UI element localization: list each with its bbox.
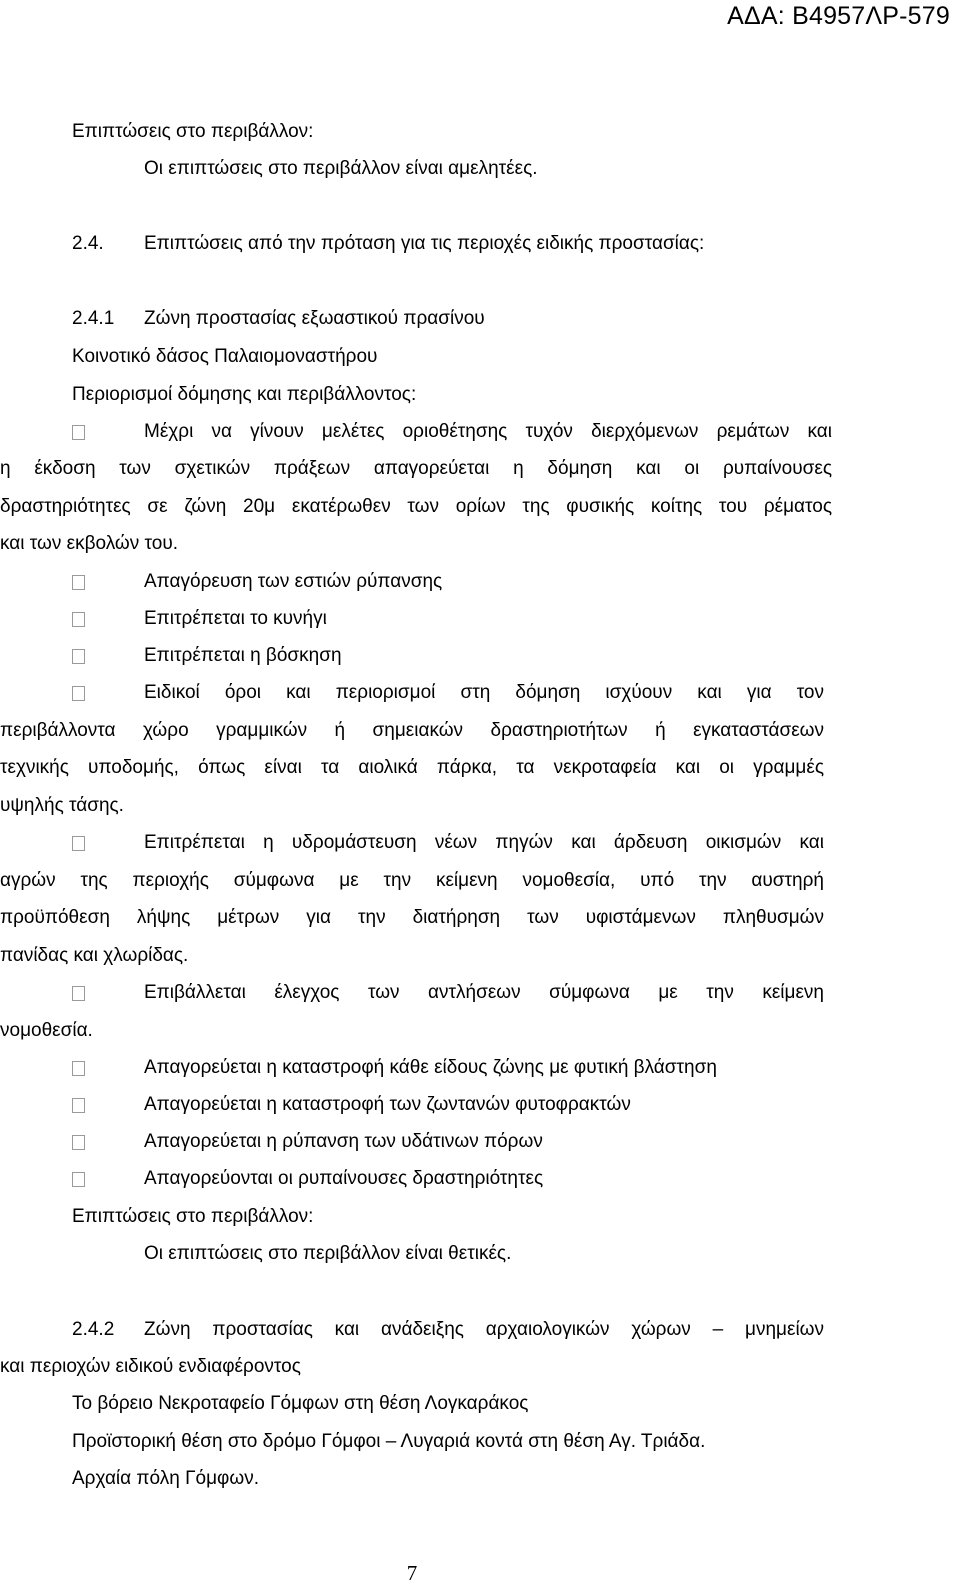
bullet-line: αγρών της περιοχής σύμφωνα με την κείμενη νομοθεσία, υπό την αυστηρή [0, 870, 824, 891]
ada-header: ΑΔΑ: Β4957ΛΡ-579 [727, 2, 950, 30]
bullet-line: πανίδας και χλωρίδας. [0, 945, 189, 966]
bullet-line: Απαγορεύονται οι ρυπαίνουσες δραστηριότητες [144, 1168, 544, 1189]
bullet-line: η έκδοση των σχετικών πράξεων απαγορεύεται η δόμηση και οι ρυπαίνουσες [0, 458, 832, 479]
subsection-number: 2.4.1 [72, 308, 115, 329]
bullet-line: Απαγορεύεται η ρύπανση των υδάτινων πόρων [144, 1131, 543, 1152]
page-number: 7 [406, 1561, 418, 1585]
bullet-box-icon [72, 1135, 85, 1150]
bullet-line: νομοθεσία. [0, 1020, 93, 1041]
bullet-line: Μέχρι να γίνουν μελέτες οριοθέτησης τυχόν διερχόμενων ρεμάτων και [144, 421, 832, 442]
subsection-title: Ζώνη προστασίας εξωαστικού πρασίνου [144, 308, 485, 329]
bullet-box-icon [72, 1172, 85, 1187]
bullet-line: Απαγορεύεται η καταστροφή των ζωντανών φυτοφρακτών [144, 1094, 631, 1115]
bullet-box-icon [72, 1098, 85, 1113]
bullet-line: δραστηριότητες σε ζώνη 20μ εκατέρωθεν των ορίων της φυσικής κοίτης του ρέματος [0, 496, 832, 517]
bullet-line: προϋπόθεση λήψης μέτρων για την διατήρηση των υφιστάμενων πληθυσμών [0, 907, 824, 928]
bullet-line: Ειδικοί όροι και περιορισμοί στη δόμηση ισχύουν και για τον [144, 682, 824, 703]
subsection-number: 2.4.2 [72, 1319, 115, 1340]
paragraph-line: Προϊστορική θέση στο δρόμο Γόμφοι – Λυγαριά κοντά στη θέση Αγ. Τριάδα. [72, 1431, 706, 1452]
bullet-line: Απαγόρευση των εστιών ρύπανσης [144, 571, 443, 592]
bullet-box-icon [72, 575, 85, 590]
subsection-title: Ζώνη προστασίας και ανάδειξης αρχαιολογικών χώρων – μνημείων [144, 1319, 824, 1340]
section-number: 2.4. [72, 233, 104, 254]
bullet-line: τεχνικής υποδομής, όπως είναι τα αιολικά πάρκα, τα νεκροταφεία και οι γραμμές [0, 757, 824, 778]
paragraph-line: Κοινοτικό δάσος Παλαιομοναστήρου [72, 346, 378, 367]
bullet-line: Επιτρέπεται η υδρομάστευση νέων πηγών και άρδευση οικισμών και [144, 832, 824, 853]
impact-text: Οι επιπτώσεις στο περιβάλλον είναι θετικές. [144, 1243, 512, 1264]
paragraph-line: Αρχαία πόλη Γόμφων. [72, 1468, 259, 1489]
impact-heading: Επιπτώσεις στο περιβάλλον: [72, 121, 314, 142]
bullet-box-icon [72, 612, 85, 627]
section-title: Επιπτώσεις από την πρόταση για τις περιοχές ειδικής προστασίας: [144, 233, 705, 254]
bullet-line: Επιβάλλεται έλεγχος των αντλήσεων σύμφωνα με την κείμενη [144, 982, 824, 1003]
subsection-title-cont: και περιοχών ειδικού ενδιαφέροντος [0, 1356, 301, 1377]
bullet-line: υψηλής τάσης. [0, 795, 124, 816]
bullet-line: Επιτρέπεται το κυνήγι [144, 608, 327, 629]
bullet-box-icon [72, 649, 85, 664]
bullet-line: περιβάλλοντα χώρο γραμμικών ή σημειακών δραστηριοτήτων ή εγκαταστάσεων [0, 720, 824, 741]
paragraph-line: Περιορισμοί δόμησης και περιβάλλοντος: [72, 384, 417, 405]
paragraph-line: Το βόρειο Νεκροταφείο Γόμφων στη θέση Λογκαράκος [72, 1393, 529, 1414]
bullet-box-icon [72, 1061, 85, 1076]
impact-text: Οι επιπτώσεις στο περιβάλλον είναι αμελητέες. [144, 158, 538, 179]
bullet-line: και των εκβολών του. [0, 533, 179, 554]
bullet-line: Απαγορεύεται η καταστροφή κάθε είδους ζώνης με φυτική βλάστηση [144, 1057, 717, 1078]
bullet-line: Επιτρέπεται η βόσκηση [144, 645, 342, 666]
impact-heading: Επιπτώσεις στο περιβάλλον: [72, 1206, 314, 1227]
